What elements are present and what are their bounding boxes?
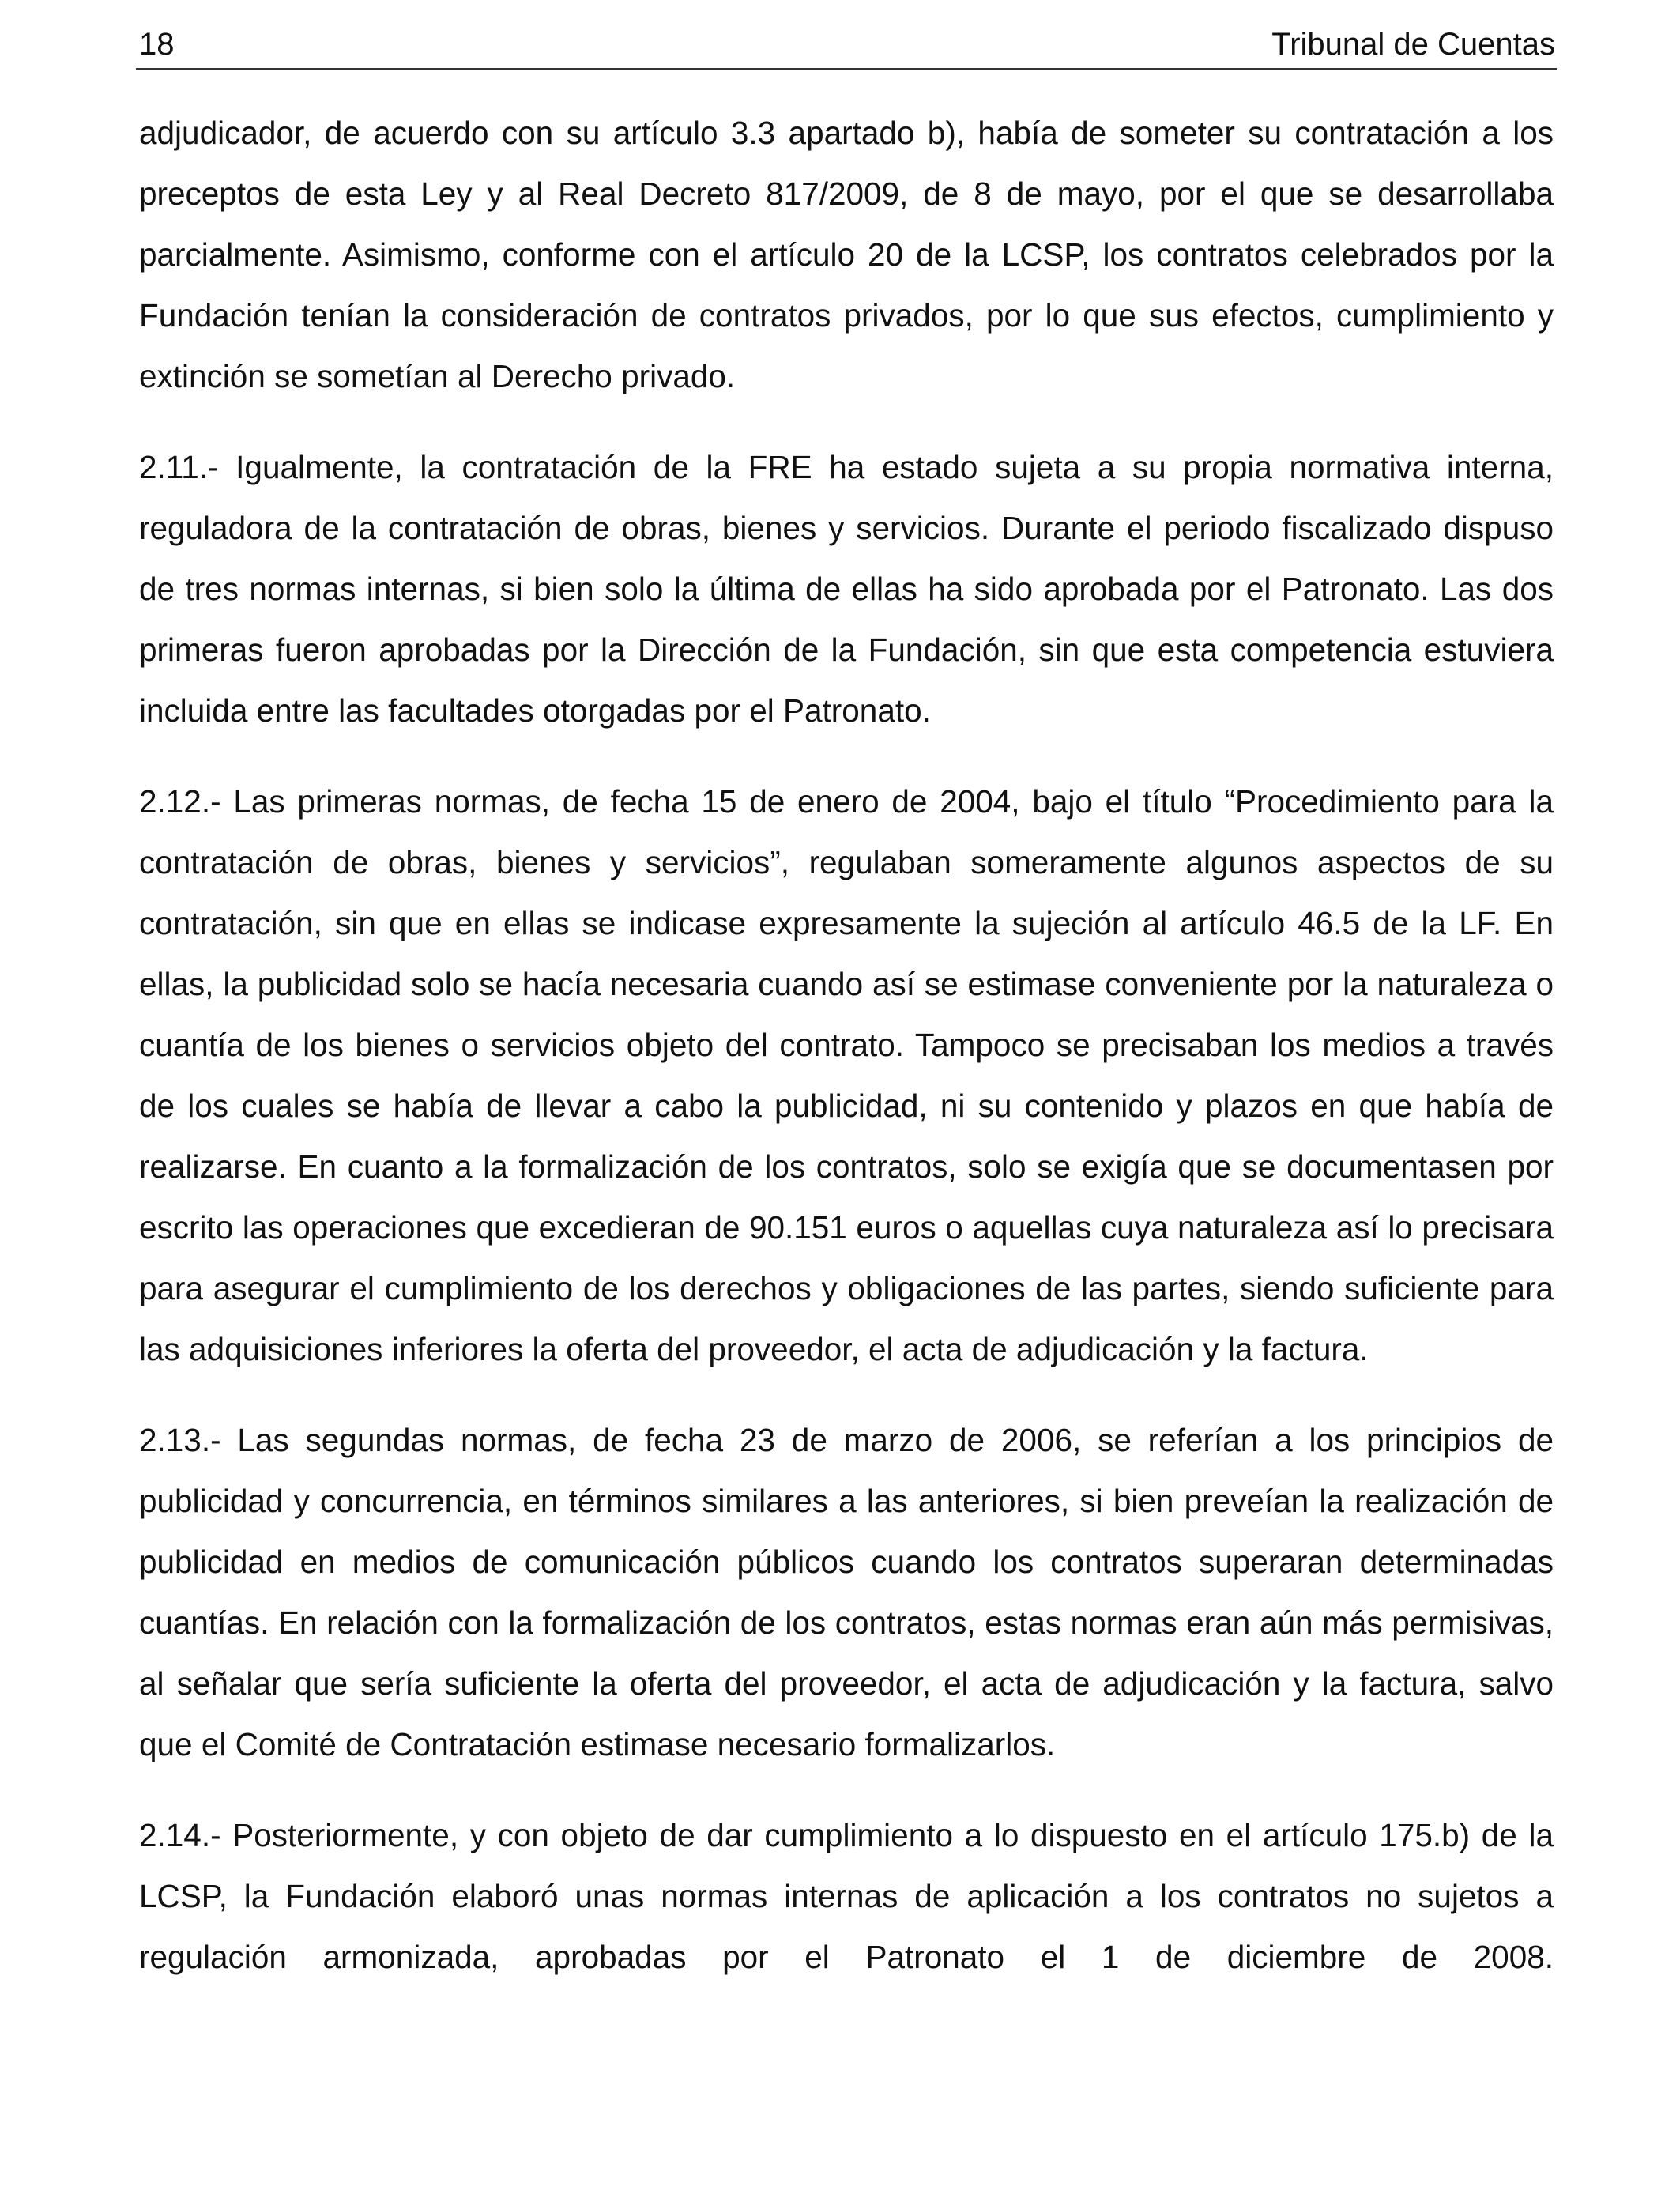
paragraph-2-12: 2.12.- Las primeras normas, de fecha 15 de enero de 2004, bajo el título “Procedimiento para la contratación de obras, bienes y servicios”, regulaban someramente algunos aspectos de su contratación, sin que en ellas se indicase expresamente la sujeción al artículo 46.5 de la LF. En ellas, la publicidad solo se hacía necesaria cuando así se estimase conveniente por la naturaleza o cuantía de los bienes o servicios objeto del contrato. Tampoco se precisaban los medios a través de los cuales se había de llevar a cabo la publicidad, ni su contenido y plazos en que había de realizarse. En cuanto a la formalización de los contratos, solo se exigía que se documentasen por escrito las operaciones que excedieran de 90.151 euros o aquellas cuya naturaleza así lo precisara para asegurar el cumplimiento de los derechos y obligaciones de las partes, siendo suficiente para las adquisiciones inferiores la oferta del proveedor, el acta de adjudicación y la factura. xyxy=(139,783,1554,1367)
paragraph-continuation: adjudicador, de acuerdo con su artículo 3.3 apartado b), había de someter su contratación a los preceptos de esta Ley y al Real Decreto 817/2009, de 8 de mayo, por el que se desarrollaba parcialmente. Asimismo, conforme con el artículo 20 de la LCSP, los contratos celebrados por la Fundación tenían la consideración de contratos privados, por lo que sus efectos, cumplimiento y extinción se sometían al Derecho privado. xyxy=(139,115,1554,394)
body-text xyxy=(139,103,1554,2018)
running-title: Tribunal de Cuentas xyxy=(1271,27,1555,62)
page-header xyxy=(136,22,1557,70)
page-number: 18 xyxy=(139,27,175,62)
paragraph-2-13: 2.13.- Las segundas normas, de fecha 23 de marzo de 2006, se referían a los principios de publicidad y concurrencia, en términos similares a las anteriores, si bien preveían la realización de publicidad en medios de comunicación públicos cuando los contratos superaran determinadas cuantías. En relación con la formalización de los contratos, estas normas eran aún más permisivas, al señalar que sería suficiente la oferta del proveedor, el acta de adjudicación y la factura, salvo que el Comité de Contratación estimase necesario formalizarlos. xyxy=(139,1422,1554,1762)
paragraph-2-11: 2.11.- Igualmente, la contratación de la FRE ha estado sujeta a su propia normativa interna, reguladora de la contratación de obras, bienes y servicios. Durante el periodo fiscalizado dispuso de tres normas internas, si bien solo la última de ellas ha sido aprobada por el Patronato. Las dos primeras fueron aprobadas por la Dirección de la Fundación, sin que esta competencia estuviera incluida entre las facultades otorgadas por el Patronato. xyxy=(139,449,1554,729)
paragraph-2-14: 2.14.- Posteriormente, y con objeto de dar cumplimiento a lo dispuesto en el artículo 175.b) de la LCSP, la Fundación elaboró unas normas internas de aplicación a los contratos no sujetos a regulación armonizada, aprobadas por el Patronato el 1 de diciembre de 2008. xyxy=(139,1817,1554,1975)
